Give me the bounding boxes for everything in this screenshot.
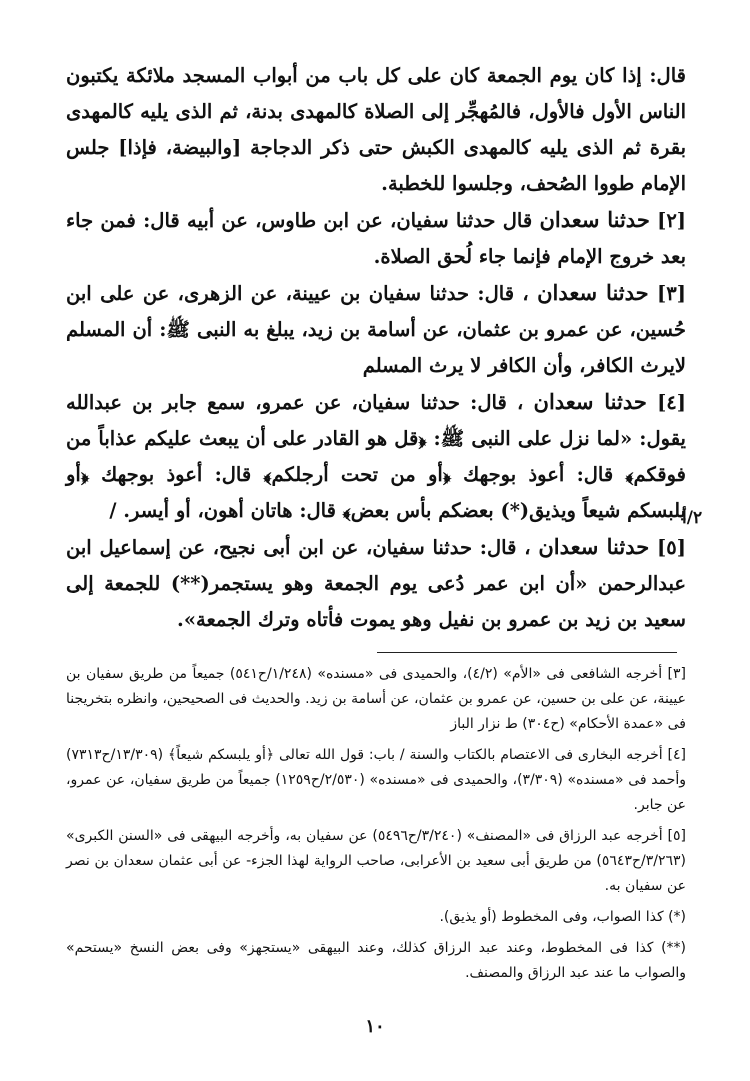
- narrator-heading: حدثنا سعدان: [537, 280, 649, 305]
- footnote: [٣] أخرجه الشافعى فى «الأم» (٤/٢)، والحميدى فى «مسنده» (١/٢٤٨/ح٥٤١) جميعاً من طريق سفيان بن عيينة، عن على بن حسين، عن عمرو بن عثمان، عن أسامة بن زيد. والحديث فى الصحيحين، وانظره بتخريجنا فى «عمدة الأحكام» (ح٣٠٤) ط نزار الباز: [66, 666, 686, 732]
- hadith-number: [٥]: [657, 536, 686, 559]
- hadith-4: [66, 384, 686, 529]
- footnote: [٥] أخرجه عبد الرزاق فى «المصنف» (٣/٢٤٠/ح٥٤٩٦) عن سفيان به، وأخرجه البيهقى فى «السنن الكبرى» (٣/٢٦٣/ح٥٦٤٣) من طريق أبى سعيد بن الأعرابى، صاحب الرواية لهذا الجزء- عن أبى عثمان سعدان بن نصر عن سفيان به.: [66, 828, 686, 894]
- narrator-heading: حدثنا سعدان: [539, 207, 650, 232]
- hadith-text: ، قال: حدثنا سفيان، عن عمرو، سمع جابر بن عبدالله يقول: «لما نزل على النبى ﷺ: ﴿قل هو القادر على أن يبعث عليكم عذاباً من فوقكم﴾ قال: أعوذ بوجهك ﴿أو من تحت أرجلكم﴾ قال: أعوذ بوجهك ﴿أو يلبسكم شيعاً ويذيق(*) بعضكم بأس بعض﴾ قال: هاتان أهون، أو أيسر. /: [66, 391, 686, 522]
- hadith-number: [٣]: [657, 282, 686, 305]
- narrator-heading: حدثنا سعدان: [533, 389, 647, 414]
- page-number: ١٠: [365, 1016, 385, 1037]
- footnotes: [66, 662, 686, 992]
- hadith-number: [٤]: [657, 391, 687, 414]
- hadith-text: ، قال: حدثنا سفيان بن عيينة، عن الزهرى، عن على ابن حُسين، عن عمرو بن عثمان، عن أسامة بن زيد، يبلغ به النبى ﷺ: أن المسلم لايرث الكافر، وأن الكافر لا يرث المسلم: [66, 282, 686, 377]
- hadith-2: [66, 202, 686, 275]
- hadith-5: [66, 529, 686, 638]
- narrator-heading: حدثنا سعدان: [538, 534, 650, 559]
- hadith-number: [٢]: [657, 209, 687, 232]
- main-text: [66, 58, 686, 638]
- hadith-text: ، قال: حدثنا سفيان، عن ابن أبى نجيح، عن إسماعيل ابن عبدالرحمن «أن ابن عمر دُعى يوم الجمعة وهو يستجمر(**) للجمعة إلى سعيد بن زيد بن عمرو بن نفيل وهو يموت فأتاه وترك الجمعة».: [66, 536, 686, 631]
- footnote: (**) كذا فى المخطوط، وعند عبد الرزاق كذلك، وعند البيهقى «يستجهز» وفى بعض النسخ «يستحم» والصواب ما عند عبد الرزاق والمصنف.: [66, 940, 686, 981]
- footnote: (*) كذا الصواب، وفى المخطوط (أو يذيق).: [439, 909, 686, 925]
- footnote: [٤] أخرجه البخارى فى الاعتصام بالكتاب والسنة / باب: قول الله تعالى ﴿أو يلبسكم شيعاً﴾ (١٣/٣٠٩/ح٧٣١٣) وأحمد فى «مسنده» (٣/٣٠٩)، والحميدى فى «مسنده» (٢/٥٣٠/ح١٢٥٩) جميعاً من طريق سفيان، عن عمرو، عن جابر.: [66, 747, 686, 813]
- intro-paragraph: قال: إذا كان يوم الجمعة كان على كل باب من أبواب المسجد ملائكة يكتبون الناس الأول فالأول، فالمُهجِّر إلى الصلاة كالمهدى بدنة، ثم الذى يليه كالمهدى بقرة ثم الذى يليه كالمهدى الكبش حتى ذكر الدجاجة [والبيضة، فإذا] جلس الإمام طووا الصُحف، وجلسوا للخطبة.: [66, 64, 686, 195]
- manuscript-folio-marker: ٢/أ: [682, 508, 703, 528]
- hadith-3: [66, 275, 686, 384]
- hadith-text: قال حدثنا سفيان، عن ابن طاوس، عن أبيه قال: فمن جاء بعد خروج الإمام فإنما جاء لُحق الصلاة.: [66, 209, 686, 268]
- footnote-divider: [377, 652, 677, 653]
